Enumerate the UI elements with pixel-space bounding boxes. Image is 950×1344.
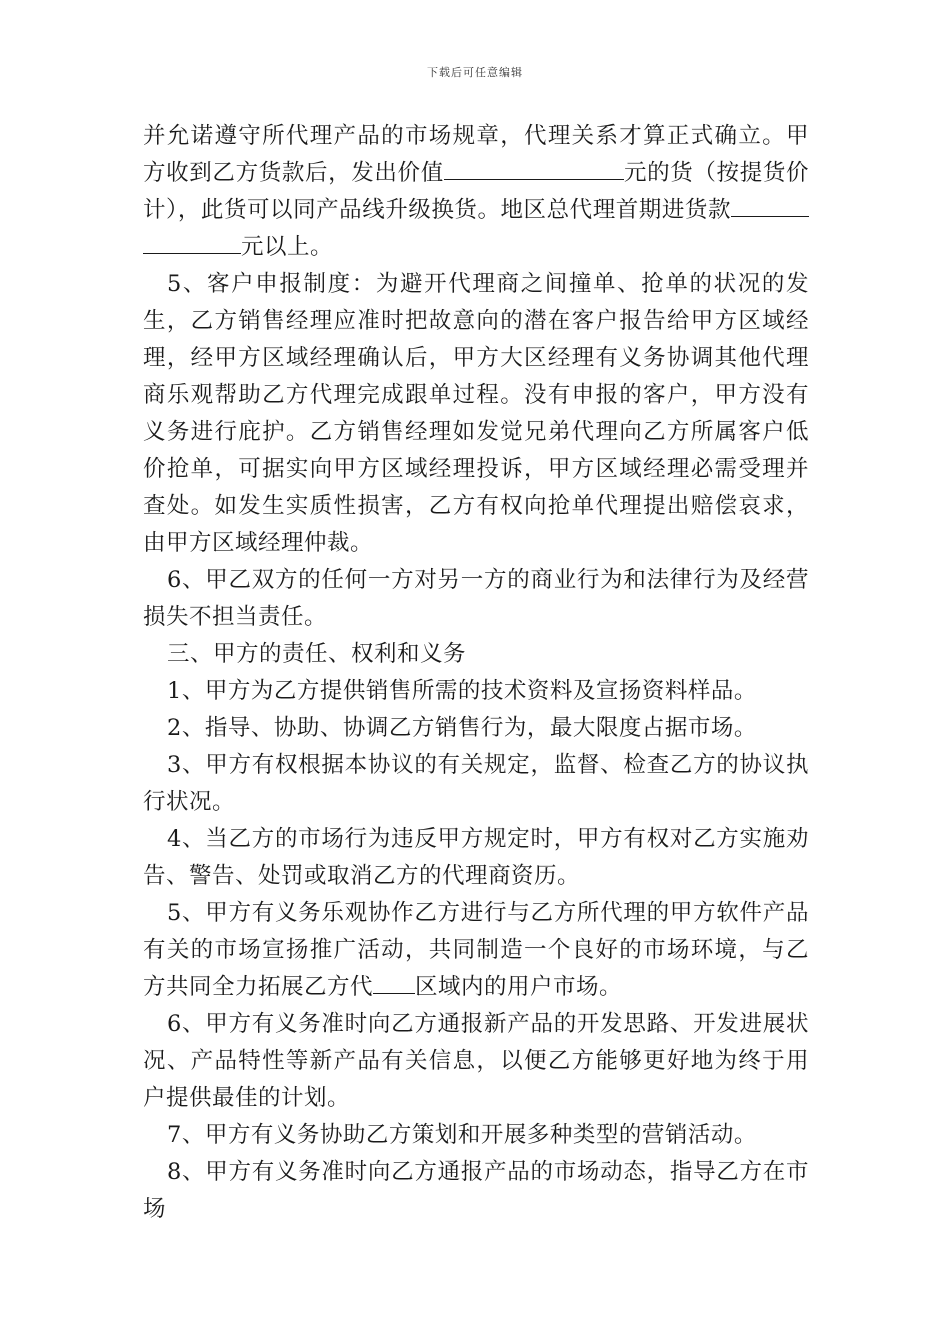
document-body: [143, 118, 809, 1228]
duty-3: 3、甲方有权根据本协议的有关规定，监督、检查乙方的协议执行状况。: [143, 752, 809, 815]
blank-line: [373, 971, 415, 994]
text-segment: 并允诺遵守所代理产品的市场规章，代理关系才算正式确立。甲方收到乙方货款后，发出价值: [143, 123, 809, 186]
blank-line: [444, 157, 624, 180]
text-segment: 元的货（按提货价计），此货可以同产品线升级换货。地区总代理首期进货款: [143, 160, 809, 223]
duty-4: 4、当乙方的市场行为违反甲方规定时，甲方有权对乙方实施劝告、警告、处罚或取消乙方的代理商资历。: [143, 826, 809, 889]
duty-1: 1、甲方为乙方提供销售所需的技术资料及宣扬资料样品。: [167, 678, 757, 704]
page-header: 下载后可任意编辑: [427, 66, 523, 79]
section-heading: 三、甲方的责任、权利和义务: [167, 641, 467, 667]
duty-8: 8、甲方有义务准时向乙方通报产品的市场动态，指导乙方在市场: [143, 1159, 809, 1222]
paragraph-continued: [143, 118, 809, 266]
clause-6: 6、甲乙双方的任何一方对另一方的商业行为和法律行为及经营损失不担当责任。: [143, 567, 809, 630]
duty-5: [143, 895, 809, 1006]
blank-line: [731, 194, 809, 217]
text-segment: 区域内的用户市场。: [415, 974, 623, 1000]
clause-5: 5、客户申报制度：为避开代理商之间撞单、抢单的状况的发生，乙方销售经理应准时把故意向的潜在客户报告给甲方区域经理，经甲方区域经理确认后，甲方大区经理有义务协调其他代理商乐观帮助乙方代理完成跟单过程。没有申报的客户，甲方没有义务进行庇护。乙方销售经理如发觉兄弟代理向乙方所属客户低价抢单，可据实向甲方区域经理投诉，甲方区域经理必需受理并查处。如发生实质性损害，乙方有权向抢单代理提出赔偿哀求，由甲方区域经理仲裁。: [143, 271, 809, 556]
duty-6: 6、甲方有义务准时向乙方通报新产品的开发思路、开发进展状况、产品特性等新产品有关信息，以便乙方能够更好地为终于用户提供最佳的计划。: [143, 1011, 809, 1111]
text-segment: 5、甲方有义务乐观协作乙方进行与乙方所代理的甲方软件产品有关的市场宣扬推广活动，共同制造一个良好的市场环境，与乙方共同全力拓展乙方代: [143, 900, 809, 1000]
duty-2: 2、指导、协助、协调乙方销售行为，最大限度占据市场。: [167, 715, 757, 741]
blank-line: [143, 231, 241, 254]
text-segment: 元以上。: [241, 234, 334, 260]
duty-7: 7、甲方有义务协助乙方策划和开展多种类型的营销活动。: [167, 1122, 757, 1148]
